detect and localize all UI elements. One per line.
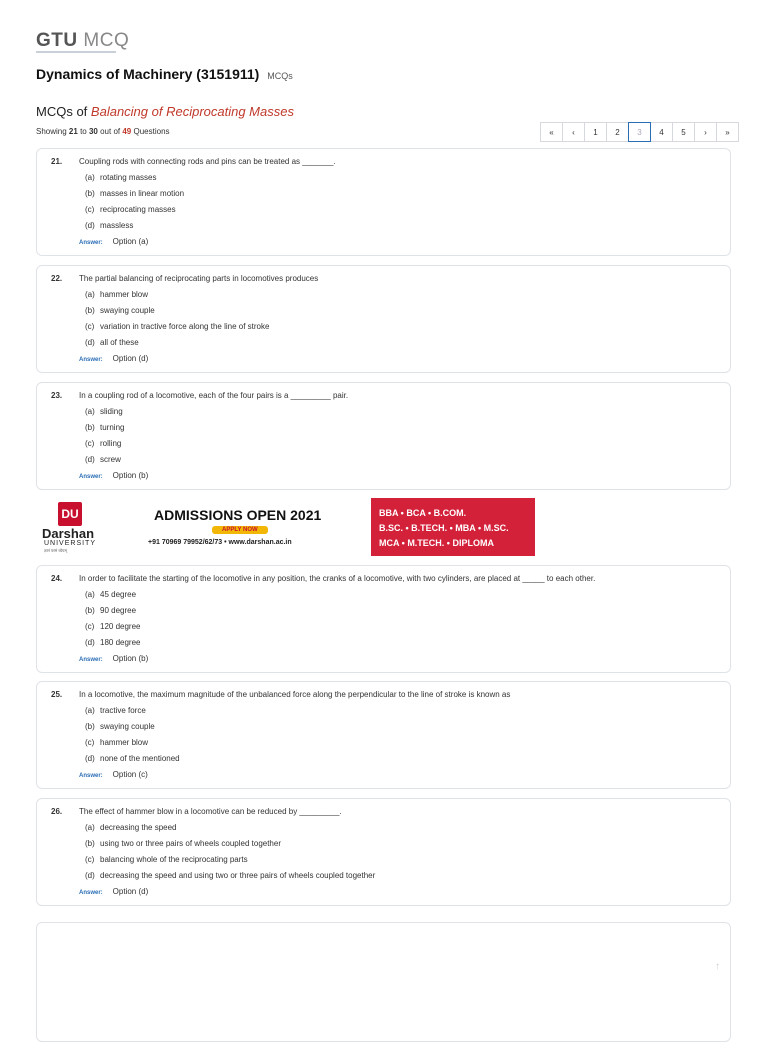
option-item [85, 338, 139, 347]
option-text: using two or three pairs of wheels coupled together [100, 839, 281, 848]
ad-apply-button[interactable]: APPLY NOW [212, 526, 268, 534]
last-page-button[interactable]: » [716, 122, 739, 142]
option-item [85, 173, 156, 182]
answer-label: Answer: [79, 240, 103, 246]
empty-card [36, 922, 731, 1042]
option-label: (b) [85, 839, 95, 848]
answer-value: Option (b) [112, 471, 149, 480]
darshan-logo-icon: DU [58, 502, 82, 526]
answer-row [79, 471, 148, 480]
option-item [85, 322, 269, 331]
topic-prefix: MCQs of [36, 104, 88, 119]
site-logo[interactable] [36, 30, 129, 52]
results-count [36, 127, 170, 136]
question-card [36, 565, 731, 673]
question-number: 25. [51, 690, 63, 699]
answer-value: Option (d) [112, 887, 149, 896]
option-label: (a) [85, 590, 95, 599]
option-text: balancing whole of the reciprocating parts [100, 855, 248, 864]
answer-label: Answer: [79, 357, 103, 363]
option-label: (a) [85, 706, 95, 715]
question-text: The effect of hammer blow in a locomotive can be reduced by _________. [79, 807, 342, 816]
option-text: 45 degree [100, 590, 137, 599]
option-text: hammer blow [100, 738, 149, 747]
ad-course-line: BBA • BCA • B.COM. [379, 508, 467, 518]
ad-courses-panel [371, 498, 535, 556]
subject-tag: MCQs [267, 71, 293, 81]
option-item [85, 622, 140, 631]
option-item [85, 754, 180, 763]
option-item [85, 855, 248, 864]
answer-label: Answer: [79, 657, 103, 663]
ad-course-line: B.SC. • B.TECH. • MBA • M.SC. [379, 523, 509, 533]
option-label: (d) [85, 221, 95, 230]
answer-row [79, 354, 148, 363]
option-text: decreasing the speed and using two or three pairs of wheels coupled together [100, 871, 376, 880]
option-item [85, 205, 176, 214]
question-text: In a coupling rod of a locomotive, each of the four pairs is a _________ pair. [79, 391, 349, 400]
option-label: (b) [85, 423, 95, 432]
option-item [85, 455, 121, 464]
option-text: masses in linear motion [100, 189, 185, 198]
option-text: 180 degree [100, 638, 141, 647]
option-label: (c) [85, 738, 95, 747]
subject-name: Dynamics of Machinery (3151911) [36, 66, 260, 82]
answer-value: Option (d) [112, 354, 149, 363]
question-number: 22. [51, 274, 63, 283]
logo-underline [36, 51, 116, 53]
topic-name: Balancing of Reciprocating Masses [90, 104, 294, 119]
option-item [85, 439, 121, 448]
ad-course-line: MCA • M.TECH. • DIPLOMA [379, 538, 494, 548]
question-card [36, 681, 731, 789]
page-3-button[interactable]: 3 [628, 122, 651, 142]
option-text: tractive force [100, 706, 146, 715]
option-label: (d) [85, 754, 95, 763]
question-card [36, 382, 731, 490]
option-text: rolling [100, 439, 122, 448]
option-text: screw [100, 455, 121, 464]
option-label: (c) [85, 205, 95, 214]
option-label: (a) [85, 290, 95, 299]
option-text: 90 degree [100, 606, 137, 615]
option-label: (b) [85, 606, 95, 615]
option-text: swaying couple [100, 306, 155, 315]
option-item [85, 722, 155, 731]
option-label: (d) [85, 871, 95, 880]
question-text: In order to facilitate the starting of the locomotive in any position, the cranks of a locomotive, with two cylinders, are placed at _____ to each other. [79, 574, 596, 583]
next-page-button[interactable]: › [694, 122, 717, 142]
option-item [85, 306, 155, 315]
answer-row [79, 770, 148, 779]
option-item [85, 407, 123, 416]
arrow-up-icon[interactable]: ↑ [715, 961, 720, 972]
answer-label: Answer: [79, 474, 103, 480]
answer-value: Option (c) [112, 770, 148, 779]
answer-label: Answer: [79, 890, 103, 896]
topic-heading [36, 104, 294, 119]
option-label: (c) [85, 322, 95, 331]
logo-gtu: GTU [36, 30, 78, 51]
answer-label: Answer: [79, 773, 103, 779]
option-label: (b) [85, 722, 95, 731]
prev-page-button[interactable]: ‹ [562, 122, 585, 142]
ad-banner[interactable] [36, 496, 536, 558]
first-page-button[interactable]: « [540, 122, 563, 142]
question-number: 23. [51, 391, 63, 400]
question-number: 21. [51, 157, 63, 166]
question-number: 24. [51, 574, 63, 583]
option-label: (c) [85, 855, 95, 864]
option-item [85, 590, 136, 599]
option-label: (a) [85, 407, 95, 416]
page-title [36, 66, 293, 82]
answer-row [79, 654, 148, 663]
showing-from: 21 [68, 127, 78, 136]
question-number: 26. [51, 807, 63, 816]
page-5-button[interactable]: 5 [672, 122, 695, 142]
option-label: (a) [85, 173, 95, 182]
showing-total: 49 [122, 127, 132, 136]
page-2-button[interactable]: 2 [606, 122, 629, 142]
question-card [36, 265, 731, 373]
option-item [85, 423, 124, 432]
ad-contact: +91 70969 79952/62/73 • www.darshan.ac.in [148, 539, 292, 546]
answer-row [79, 887, 148, 896]
option-text: swaying couple [100, 722, 155, 731]
option-label: (c) [85, 439, 95, 448]
pagination [540, 122, 739, 142]
showing-prefix: Showing [36, 127, 67, 136]
answer-row [79, 237, 148, 246]
option-text: none of the mentioned [100, 754, 180, 763]
ad-university: UNIVERSITY [44, 540, 97, 547]
answer-value: Option (b) [112, 654, 149, 663]
question-card [36, 148, 731, 256]
showing-out-of: out of [100, 127, 121, 136]
option-text: turning [100, 423, 125, 432]
option-item [85, 839, 281, 848]
answer-value: Option (a) [112, 237, 149, 246]
option-item [85, 606, 136, 615]
page-4-button[interactable]: 4 [650, 122, 673, 142]
option-item [85, 871, 375, 880]
option-label: (b) [85, 189, 95, 198]
page-1-button[interactable]: 1 [584, 122, 607, 142]
option-label: (d) [85, 455, 95, 464]
question-text: In a locomotive, the maximum magnitude of the unbalanced force along the perpendicular to the line of stroke is known as [79, 690, 511, 699]
option-label: (c) [85, 622, 95, 631]
question-card [36, 798, 731, 906]
option-item [85, 738, 148, 747]
option-item [85, 189, 184, 198]
showing-to: 30 [88, 127, 98, 136]
ad-title: ADMISSIONS OPEN 2021 [154, 507, 322, 523]
option-text: reciprocating masses [100, 205, 176, 214]
logo-mcq: MCQ [83, 30, 130, 51]
showing-suffix: Questions [133, 127, 170, 136]
option-text: all of these [100, 338, 139, 347]
option-item [85, 290, 148, 299]
question-text: The partial balancing of reciprocating parts in locomotives produces [79, 274, 319, 283]
option-item [85, 221, 133, 230]
option-item [85, 823, 177, 832]
option-item [85, 638, 140, 647]
ad-brand: Darshan [42, 526, 95, 541]
option-text: decreasing the speed [100, 823, 177, 832]
option-label: (b) [85, 306, 95, 315]
option-text: hammer blow [100, 290, 149, 299]
showing-to-word: to [80, 127, 87, 136]
option-text: rotating masses [100, 173, 157, 182]
option-label: (a) [85, 823, 95, 832]
option-label: (d) [85, 638, 95, 647]
option-text: 120 degree [100, 622, 141, 631]
option-text: variation in tractive force along the line of stroke [100, 322, 270, 331]
question-text: Coupling rods with connecting rods and pins can be treated as _______. [79, 157, 336, 166]
option-text: massless [100, 221, 134, 230]
ad-tagline: ज्ञानं परमं ध्येयम् [44, 548, 67, 553]
option-label: (d) [85, 338, 95, 347]
option-item [85, 706, 146, 715]
option-text: sliding [100, 407, 123, 416]
